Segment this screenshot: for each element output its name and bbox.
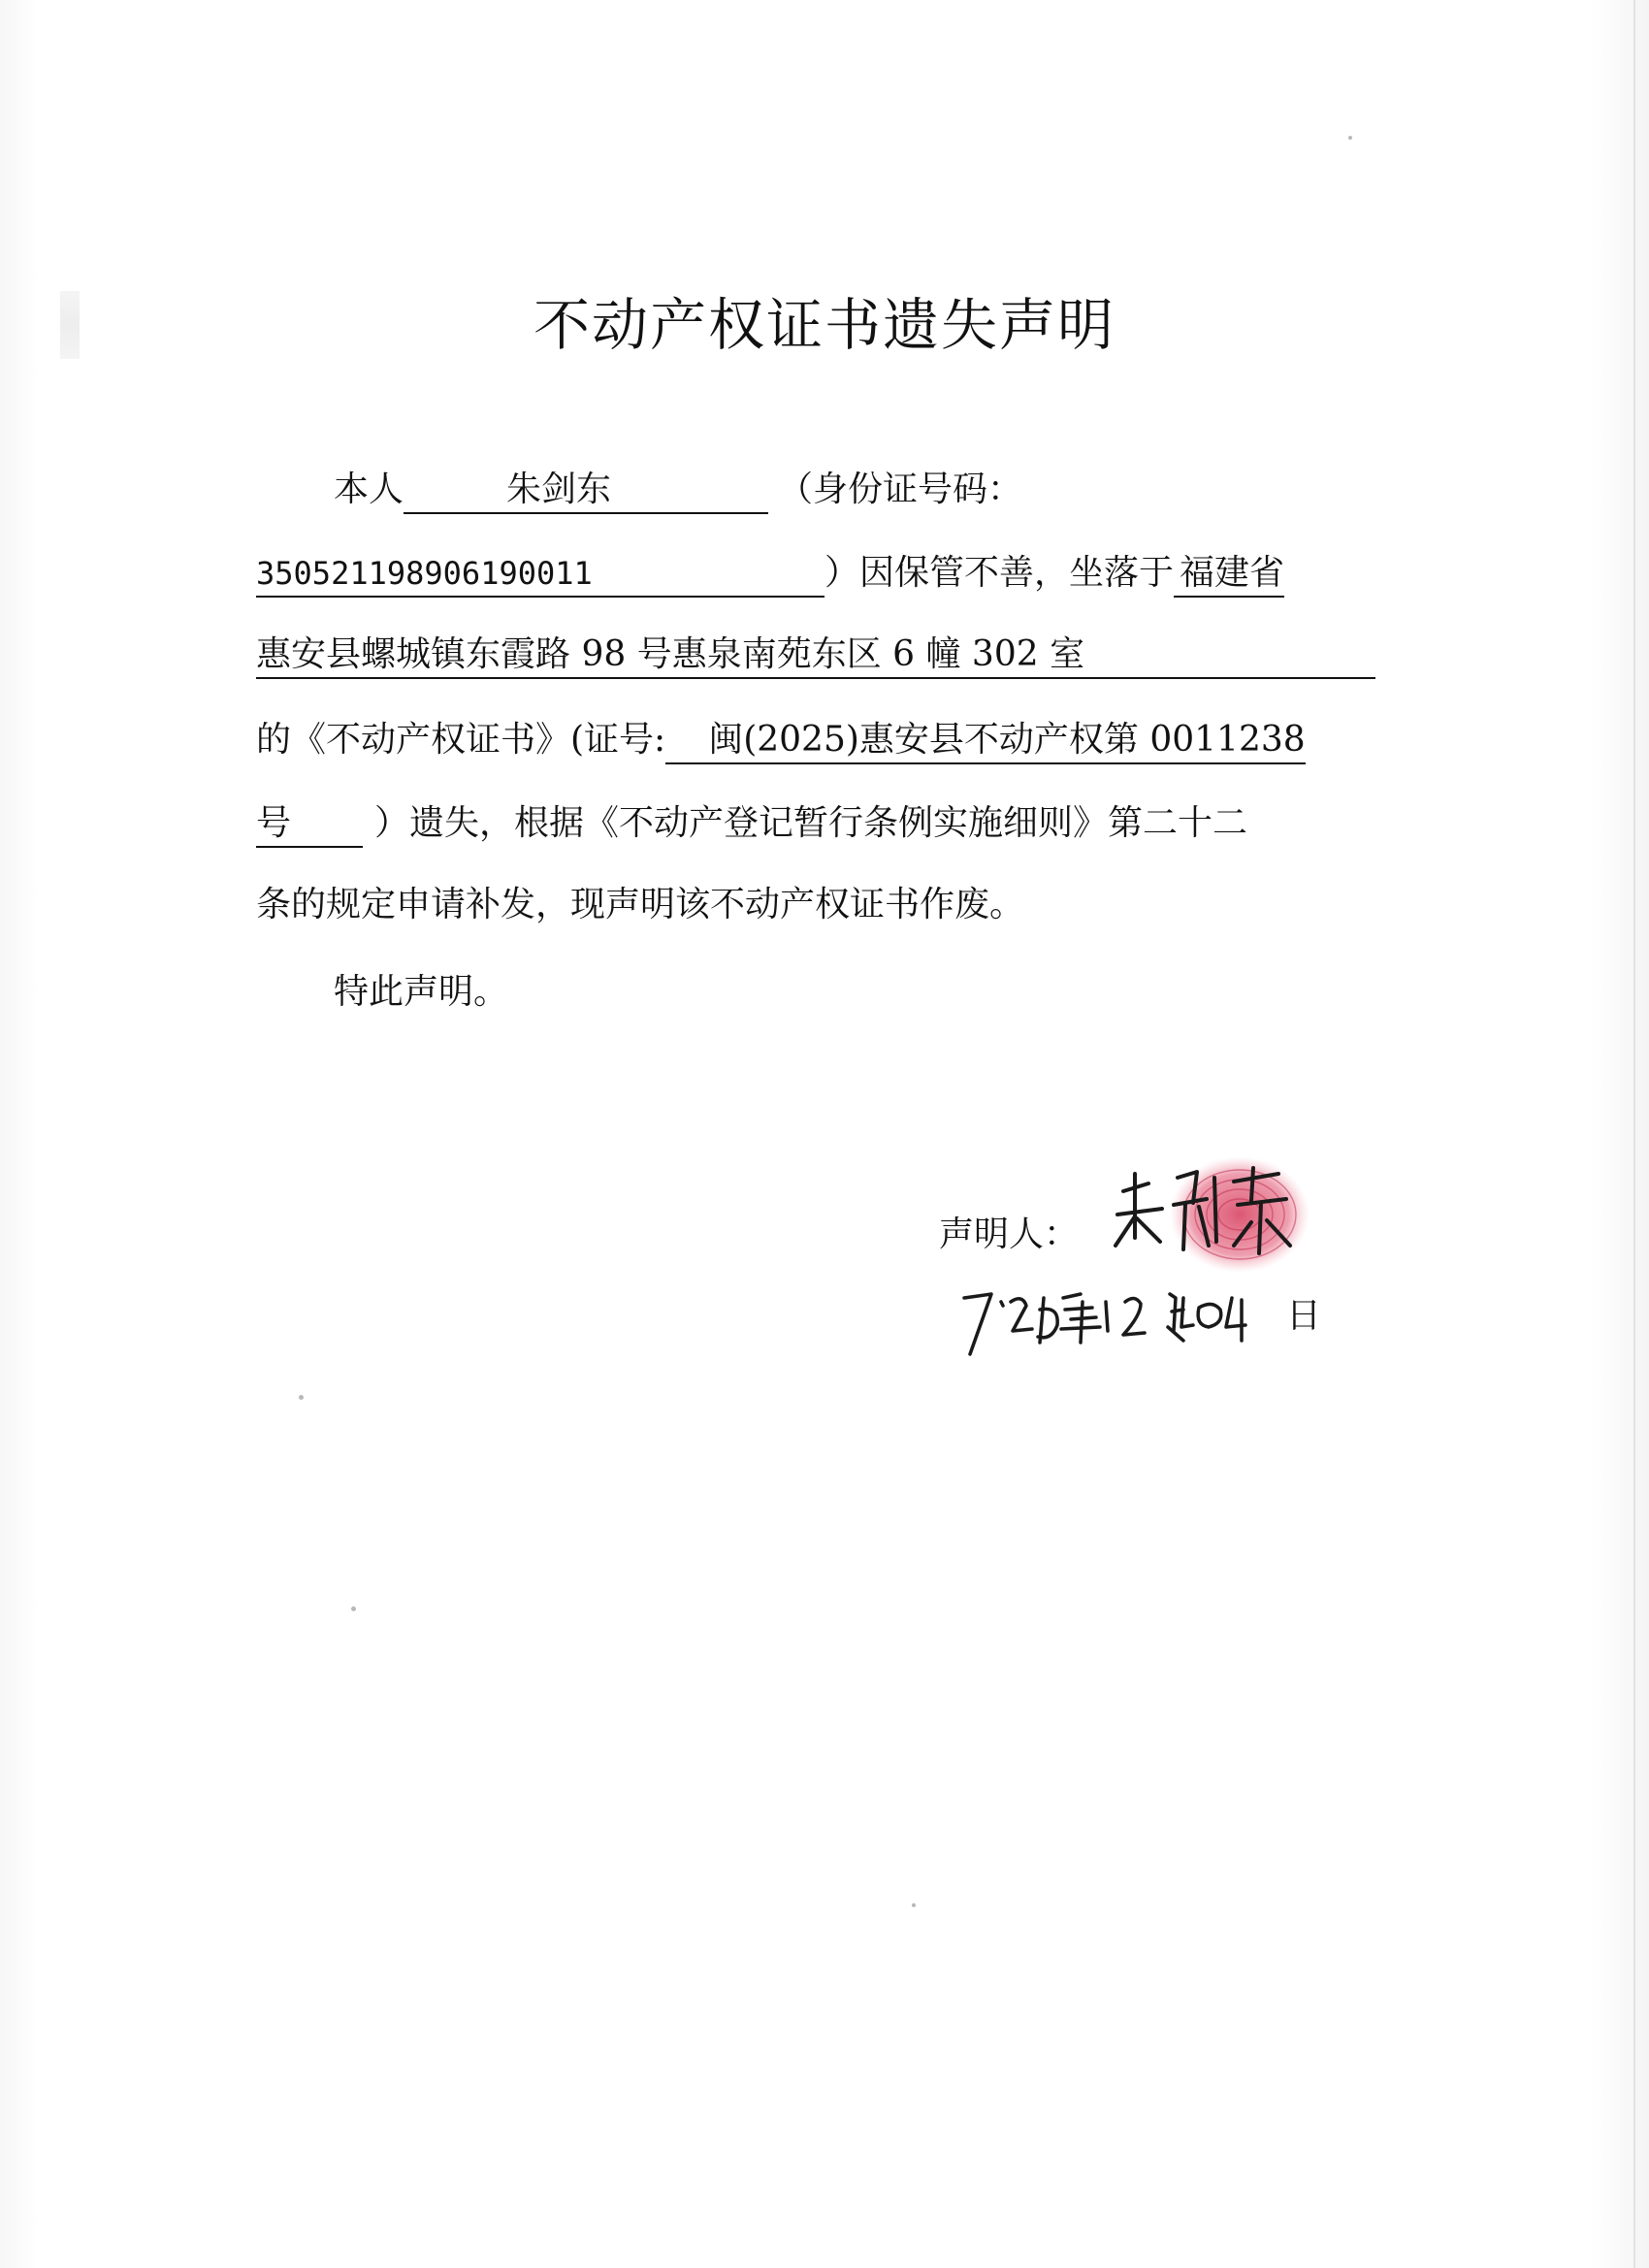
cert-number-tail: 号 bbox=[256, 801, 363, 848]
text-lost-reason: ）因保管不善，坐落于 bbox=[824, 553, 1175, 593]
cert-number-field: 闽(2025)惠安县不动产权第 0011238 bbox=[665, 718, 1305, 764]
text-cert-label: 的《不动产权证书》(证号: bbox=[256, 720, 666, 760]
statement-line-4 bbox=[256, 716, 1306, 764]
signature-with-fingerprint bbox=[1106, 1145, 1329, 1290]
id-number-field: 350521198906190011 bbox=[256, 551, 824, 598]
speck bbox=[299, 1395, 304, 1400]
statement-line-1 bbox=[334, 466, 1022, 514]
statement-line-6: 条的规定申请补发，现声明该不动产权证书作废。 bbox=[256, 885, 1025, 924]
svg-text:日: 日 bbox=[1286, 1296, 1322, 1336]
statement-line-3 bbox=[256, 631, 1375, 679]
address-field-start: 福建省 bbox=[1174, 551, 1284, 598]
speck bbox=[351, 1606, 356, 1611]
statement-line-5 bbox=[256, 799, 1247, 848]
text-ben-ren: 本人 bbox=[334, 470, 404, 509]
text-regulation: ）遗失，根据《不动产登记暂行条例实施细则》第二十二 bbox=[374, 803, 1248, 843]
speck bbox=[912, 1903, 916, 1907]
statement-line-2 bbox=[256, 549, 1284, 598]
speck bbox=[1348, 136, 1352, 140]
handwritten-date bbox=[951, 1280, 1377, 1377]
address-field: 惠安县螺城镇东霞路 98 号惠泉南苑东区 6 幢 302 室 bbox=[256, 632, 1375, 679]
declarant-name-field: 朱剑东 bbox=[404, 468, 768, 514]
text-id-label: （身份证号码： bbox=[778, 470, 1023, 509]
declarant-label: 声明人： bbox=[939, 1215, 1080, 1254]
statement-closing: 特此声明。 bbox=[334, 972, 509, 1012]
document-title: 不动产权证书遗失声明 bbox=[533, 292, 1116, 358]
